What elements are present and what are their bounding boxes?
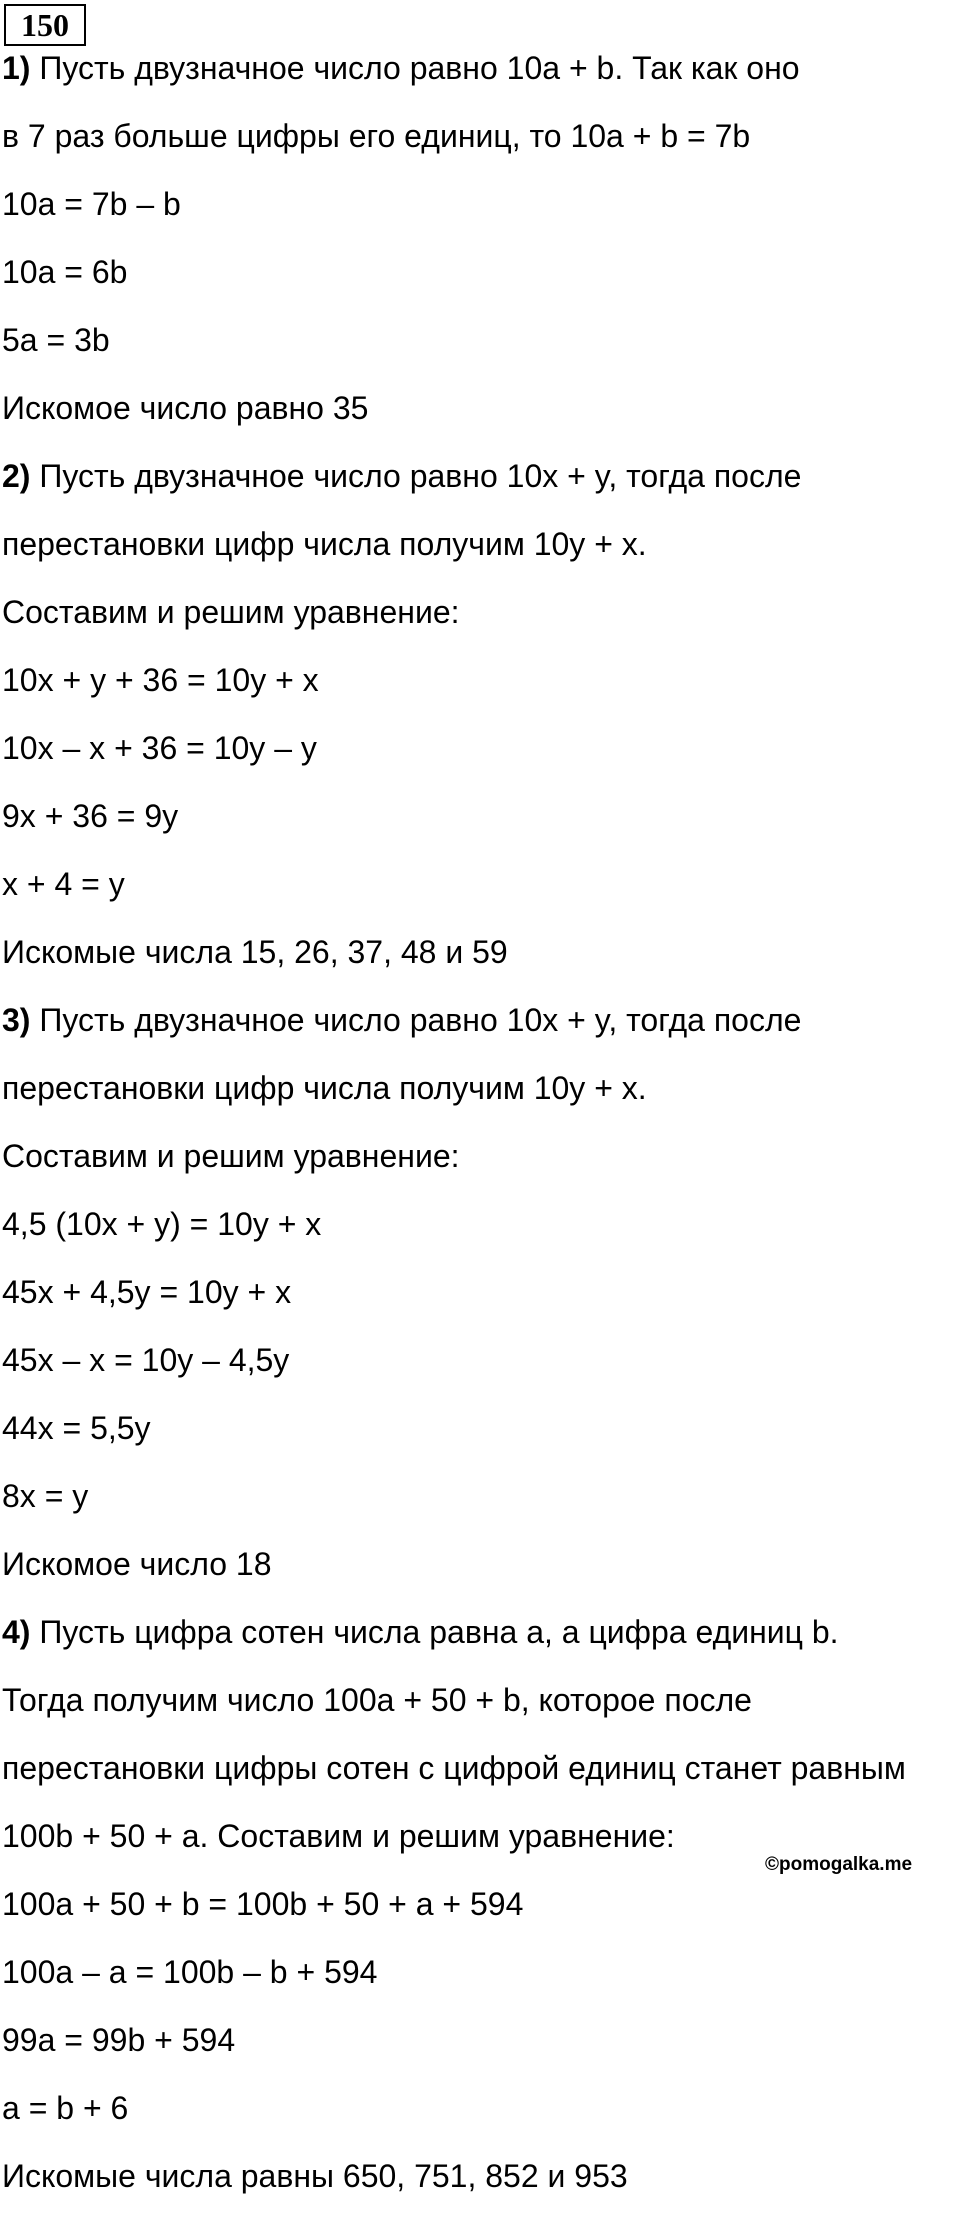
line-text: 10x – x + 36 = 10y – y (2, 730, 317, 766)
solution-line (2, 1136, 460, 1176)
line-text: 99a = 99b + 594 (2, 2022, 236, 2058)
solution-line (2, 1748, 906, 1788)
solution-line (2, 524, 647, 564)
solution-line (2, 1544, 272, 1584)
line-text: 45x – x = 10y – 4,5y (2, 1342, 290, 1378)
solution-line (2, 864, 125, 904)
line-text: 10a = 6b (2, 254, 128, 290)
line-text: Искомые числа 15, 26, 37, 48 и 59 (2, 934, 508, 970)
line-text: 100b + 50 + a. Составим и решим уравнение: (2, 1818, 675, 1854)
solution-line (2, 184, 181, 224)
line-text: Пусть двузначное число равно 10a + b. Так как оно (30, 50, 800, 86)
solution-line (2, 2088, 128, 2128)
line-text: x + 4 = y (2, 866, 125, 902)
line-text: 5a = 3b (2, 322, 110, 358)
solution-line (2, 2156, 628, 2196)
line-text: 100a + 50 + b = 100b + 50 + a + 594 (2, 1886, 524, 1922)
line-text: перестановки цифр числа получим 10y + x. (2, 526, 647, 562)
solution-line (2, 116, 750, 156)
line-text: 44x = 5,5y (2, 1410, 151, 1446)
line-text: 8x = y (2, 1478, 89, 1514)
line-text: перестановки цифры сотен с цифрой единиц станет равным (2, 1750, 906, 1786)
problem-number: 150 (21, 7, 69, 43)
line-text: 10a = 7b – b (2, 186, 181, 222)
solution-line (2, 48, 800, 88)
solution-line (2, 1204, 321, 1244)
solution-line (2, 796, 178, 836)
solution-line (2, 1476, 88, 1516)
solution-line (2, 388, 368, 428)
solution-line (2, 660, 319, 700)
watermark: ©pomogalka.me (765, 1854, 913, 1875)
line-text: Искомое число 18 (2, 1546, 272, 1582)
solution-line (2, 1408, 151, 1448)
line-text: 10x + y + 36 = 10y + x (2, 662, 319, 698)
line-text: Искомое число равно 35 (2, 390, 369, 426)
line-text: перестановки цифр числа получим 10y + x. (2, 1070, 647, 1106)
solution-line (2, 1816, 675, 1856)
solution-line (2, 1272, 291, 1312)
line-text: Пусть двузначное число равно 10x + y, тогда после (30, 458, 802, 494)
part-number: 1) (2, 50, 31, 86)
line-text: Составим и решим уравнение: (2, 594, 460, 630)
line-text: Пусть цифра сотен числа равна a, а цифра единиц b. (30, 1614, 839, 1650)
part-number: 2) (2, 458, 31, 494)
solution-line (2, 2020, 235, 2060)
solution-line (2, 320, 110, 360)
line-text: 100a – a = 100b – b + 594 (2, 1954, 378, 1990)
line-text: Пусть двузначное число равно 10x + y, тогда после (30, 1002, 802, 1038)
line-text: 45x + 4,5y = 10y + x (2, 1274, 292, 1310)
part-number: 3) (2, 1002, 31, 1038)
line-text: Составим и решим уравнение: (2, 1138, 460, 1174)
line-text: 9x + 36 = 9y (2, 798, 179, 834)
solution-line (2, 1612, 839, 1652)
solution-line (2, 1340, 289, 1380)
solution-line (2, 252, 127, 292)
solution-line (2, 456, 801, 496)
part-number: 4) (2, 1614, 31, 1650)
line-text: Тогда получим число 100a + 50 + b, которое после (2, 1682, 752, 1718)
solution-line (2, 1680, 752, 1720)
line-text: 4,5 (10x + y) = 10y + x (2, 1206, 322, 1242)
solution-line (2, 932, 508, 972)
solution-line (2, 1952, 377, 1992)
solution-line (2, 1884, 523, 1924)
problem-number-box (4, 4, 86, 46)
solution-line (2, 1068, 647, 1108)
line-text: в 7 раз больше цифры его единиц, то 10a + b = 7b (2, 118, 751, 154)
solution-line (2, 1000, 801, 1040)
solution-line (2, 728, 317, 768)
solution-line (2, 592, 460, 632)
line-text: a = b + 6 (2, 2090, 129, 2126)
line-text: Искомые числа равны 650, 751, 852 и 953 (2, 2158, 628, 2194)
